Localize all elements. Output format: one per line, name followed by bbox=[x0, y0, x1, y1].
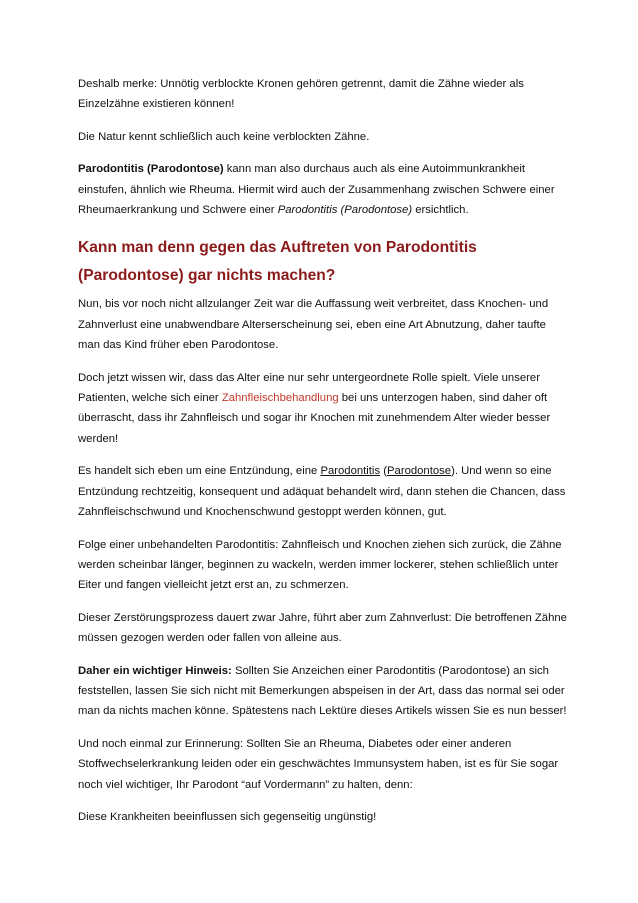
paragraph-text: ( bbox=[380, 465, 387, 478]
section-heading: Kann man denn gegen das Auftreten von Parodontitis (Parodontose) gar nichts machen? bbox=[78, 239, 477, 285]
paragraph-entzuendung bbox=[78, 461, 568, 522]
link-parodontitis[interactable]: Parodontitis bbox=[320, 465, 381, 478]
italic-term: Parodontitis (Parodontose) bbox=[277, 204, 413, 217]
paragraph-text: ). Und wenn so eine Entzündung rechtzeitig, konsequent und adäquat behandelt wird, dann stehen die Chancen, dass Zahnfleischschwund und Knochenschwund gestoppt werden können, gut. bbox=[78, 465, 566, 519]
document-page bbox=[78, 74, 568, 839]
paragraph-text: kann man also durchaus auch als eine Autoimmunkrankheit einstufen, ähnlich wie Rheuma. Hiermit wird auch der Zusammenhang zwischen Schwere einer Rheumaerkrankung und Schwere einer bbox=[78, 163, 555, 217]
paragraph-text: bei uns unterzogen haben, sind daher oft überrascht, dass ihr Zahnfleisch und sogar ihr Knochen mit zunehmendem Alter wieder besser werden! bbox=[78, 392, 551, 445]
paragraph-text: Es handelt sich eben um eine Entzündung, eine bbox=[78, 465, 321, 478]
link-zahnfleischbehandlung[interactable]: Zahnfleischbehandlung bbox=[221, 392, 339, 405]
paragraph-erinnerung: Und noch einmal zur Erinnerung: Sollten Sie an Rheuma, Diabetes oder einer anderen Stoffwechselerkrankung leiden oder ein geschwächtes Immunsystem haben, ist es für Sie sogar noch viel wichtiger, Ihr Parodont “auf Vordermann” zu halten, denn: bbox=[78, 737, 559, 791]
bold-hinweis: Daher ein wichtiger Hinweis: bbox=[78, 664, 232, 677]
paragraph-text: Doch jetzt wissen wir, dass das Alter eine nur sehr untergeordnete Rolle spielt. Viele unserer Patienten, welche sich einer bbox=[78, 371, 540, 405]
paragraph-alter bbox=[78, 368, 568, 450]
paragraph-verblockte-kronen: Deshalb merke: Unnötig verblockte Kronen gehören getrennt, damit die Zähne wieder als Einzelzähne existieren können! bbox=[78, 78, 524, 111]
paragraph-text: Sollten Sie Anzeichen einer Parodontitis (Parodontose) an sich feststellen, lassen Sie sich nicht mit Bemerkungen abspeisen in der Art, dass das normal sei oder man da nichts machen könne. Spätestens nach Lektüre dieses Artikels wissen Sie es nun besser! bbox=[78, 664, 567, 718]
paragraph-text: ersichtlich. bbox=[412, 204, 469, 217]
paragraph-hinweis bbox=[78, 661, 568, 722]
paragraph-krankheiten: Diese Krankheiten beeinflussen sich gegenseitig ungünstig! bbox=[78, 810, 377, 823]
paragraph-natur: Die Natur kennt schließlich auch keine verblockten Zähne. bbox=[78, 130, 370, 143]
paragraph-auffassung: Nun, bis vor noch nicht allzulanger Zeit war die Auffassung weit verbreitet, dass Knochen- und Zahnverlust eine unabwendbare Alterserscheinung sei, eben eine Art Abnutzung, daher taufte man das Kind früher eben Parodontose. bbox=[78, 298, 549, 352]
link-parodontose[interactable]: Parodontose bbox=[387, 465, 452, 478]
bold-term: Parodontitis (Parodontose) bbox=[78, 163, 224, 176]
paragraph-folge: Folge einer unbehandelten Parodontitis: Zahnfleisch und Knochen ziehen sich zurück, die Zähne werden scheinbar länger, beginnen zu wackeln, werden immer lockerer, stehen schließlich unter Eiter und fangen vielleicht jetzt erst an, zu schmerzen. bbox=[78, 538, 562, 592]
paragraph-autoimmun bbox=[78, 159, 568, 220]
paragraph-zerstoerung: Dieser Zerstörungsprozess dauert zwar Jahre, führt aber zum Zahnverlust: Die betroffenen Zähne müssen gezogen werden oder fallen von alleine aus. bbox=[78, 611, 567, 645]
